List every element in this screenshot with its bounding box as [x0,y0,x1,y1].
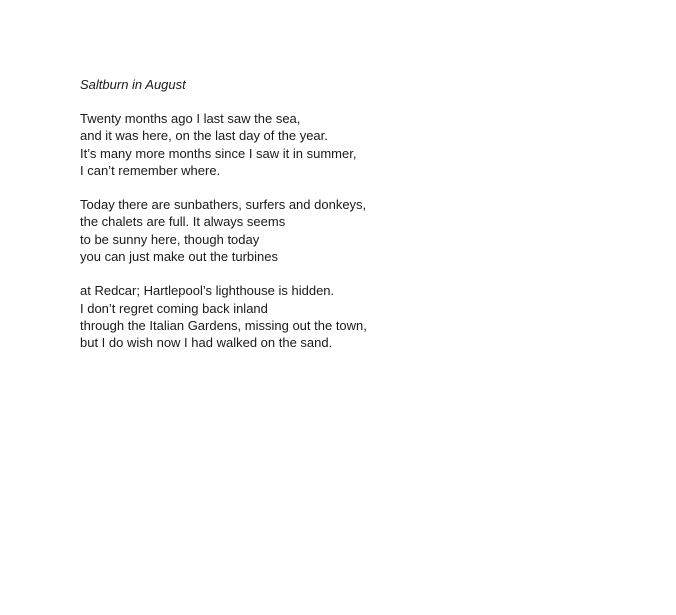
stanza-2 [80,196,640,265]
poem-line: at Redcar; Hartlepool’s lighthouse is hidden. [80,283,335,299]
poem-line: but I do wish now I had walked on the sand. [80,335,333,351]
poem-page [80,76,640,369]
poem-line: I can’t remember where. [80,162,221,178]
poem-line: It’s many more months since I saw it in summer, [80,145,357,161]
poem-line: through the Italian Gardens, missing out the town, [80,317,367,333]
stanza-3 [80,282,640,351]
poem-line: the chalets are full. It always seems [80,214,286,230]
poem-line: Today there are sunbathers, surfers and donkeys, [80,197,367,213]
stanza-1 [80,110,640,179]
poem-line: and it was here, on the last day of the year. [80,128,328,144]
poem-line: Twenty months ago I last saw the sea, [80,111,301,126]
poem-line: I don’t regret coming back inland [80,300,268,316]
poem-line: you can just make out the turbines [80,249,279,265]
poem-title: Saltburn in August [80,77,186,92]
poem-line: to be sunny here, though today [80,231,260,247]
